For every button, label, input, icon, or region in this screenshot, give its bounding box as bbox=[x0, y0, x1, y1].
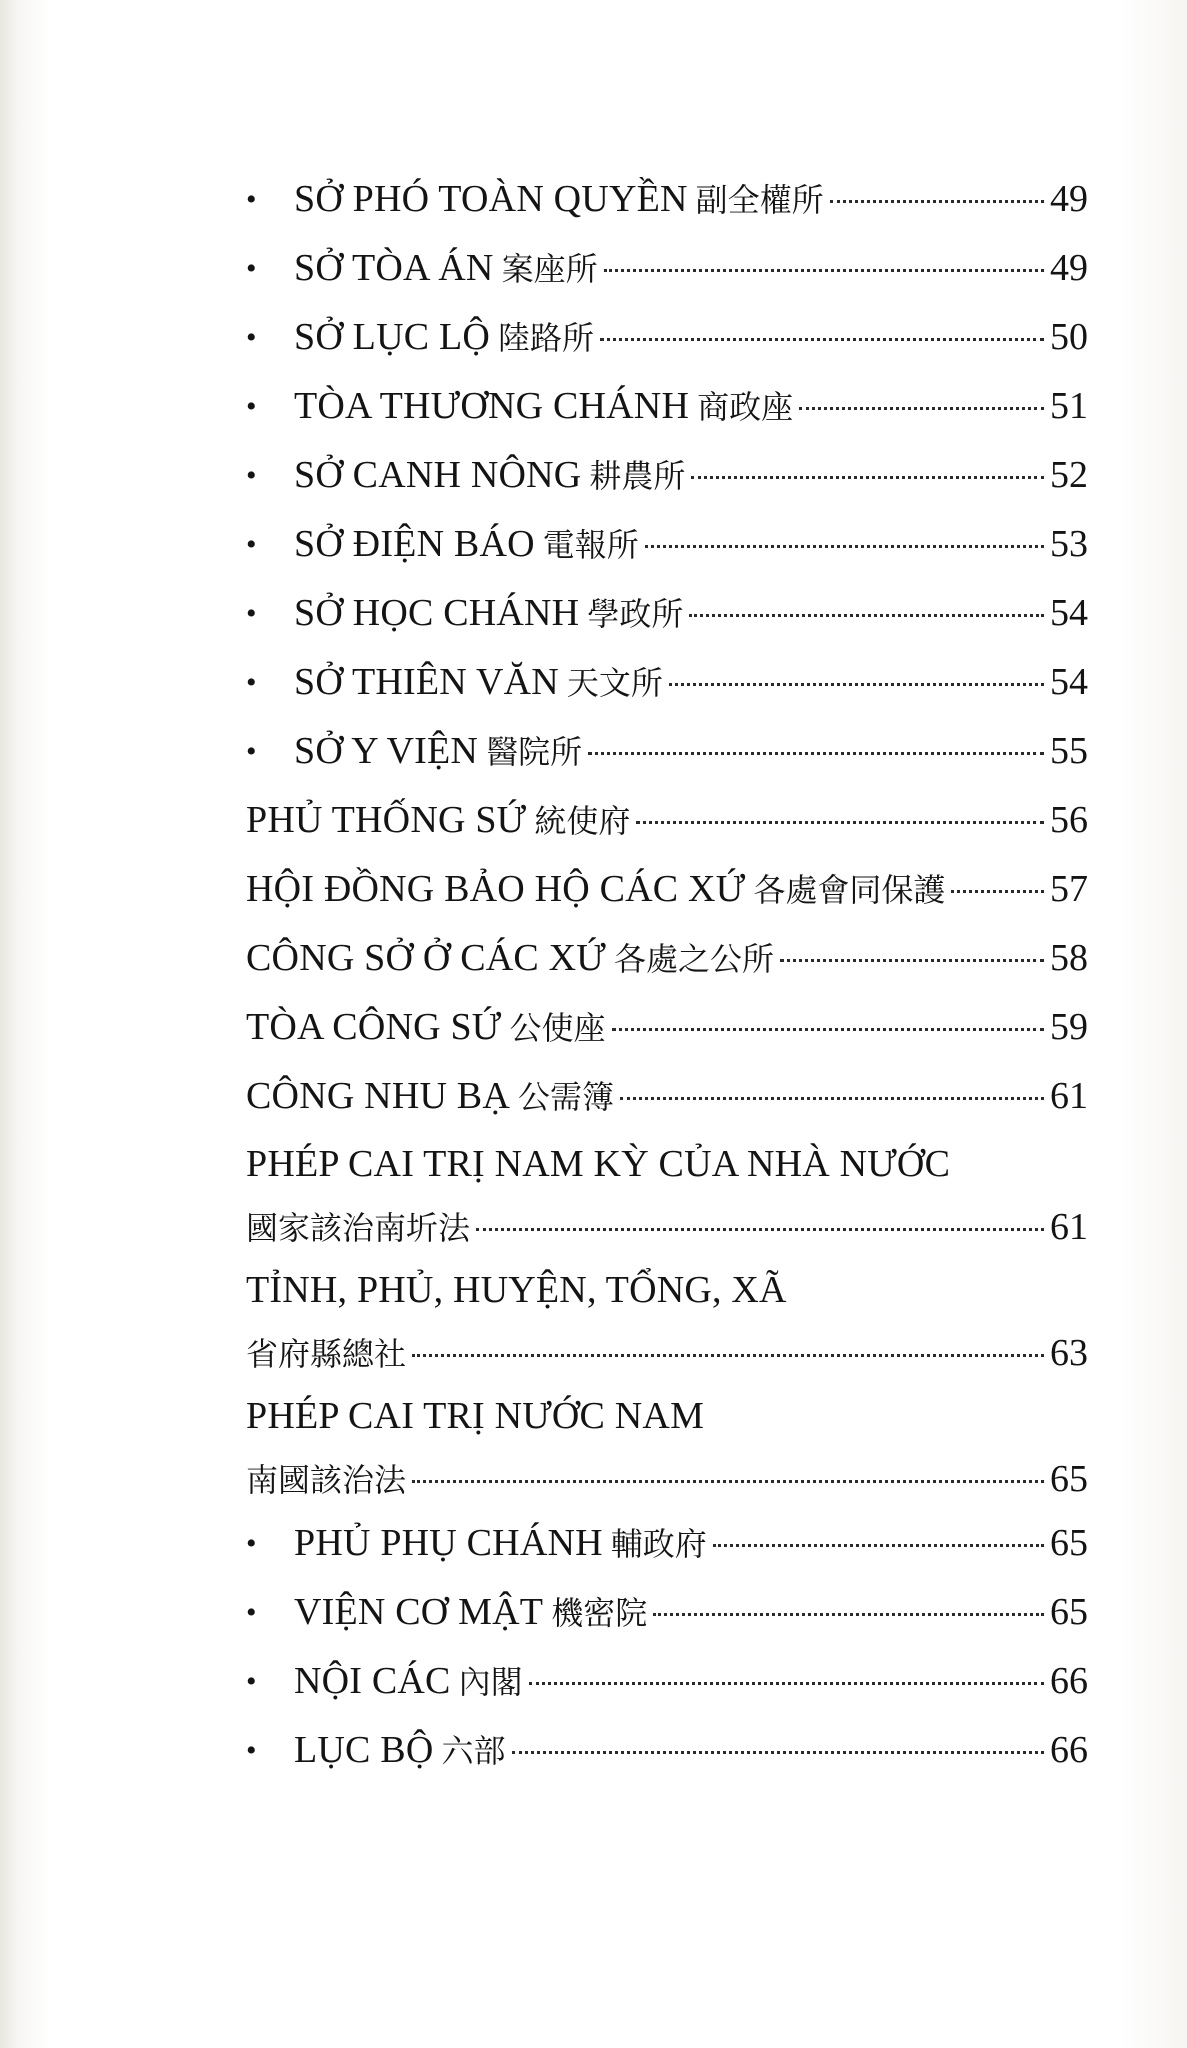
toc-entry bbox=[246, 1062, 1088, 1131]
bullet: • bbox=[246, 597, 257, 630]
entry-cjk: 電報所 bbox=[542, 526, 639, 564]
entry-title: PHỦ THỐNG SỨ bbox=[246, 799, 527, 841]
toc-entry bbox=[246, 372, 1088, 441]
page-number: 61 bbox=[1050, 1075, 1088, 1117]
toc-entry bbox=[246, 510, 1088, 579]
entry-title: LỤC BỘ bbox=[294, 1729, 434, 1771]
dot-leader bbox=[691, 476, 1044, 479]
page-number: 52 bbox=[1050, 454, 1088, 496]
page-number: 54 bbox=[1050, 661, 1088, 703]
dot-leader bbox=[620, 1097, 1044, 1100]
entry-cjk: 機密院 bbox=[551, 1594, 648, 1632]
dot-leader bbox=[951, 890, 1044, 893]
entry-title: SỞ HỌC CHÁNH bbox=[294, 592, 580, 634]
entry-cjk: 天文所 bbox=[566, 664, 663, 702]
toc-entry bbox=[246, 993, 1088, 1062]
toc-entry-continuation bbox=[246, 1449, 1088, 1509]
bullet: • bbox=[246, 1596, 257, 1629]
toc-entry bbox=[246, 579, 1088, 648]
entry-cjk: 國家該治南圻法 bbox=[246, 1209, 471, 1247]
toc-entry-heading bbox=[246, 1383, 1088, 1449]
entry-cjk: 內閣 bbox=[458, 1663, 523, 1701]
page-number: 49 bbox=[1050, 178, 1088, 220]
page-number: 49 bbox=[1050, 247, 1088, 289]
entry-cjk: 六部 bbox=[441, 1732, 506, 1770]
entry-title: HỘI ĐỒNG BẢO HỘ CÁC XỨ bbox=[246, 868, 746, 910]
page-number: 55 bbox=[1050, 730, 1088, 772]
dot-leader bbox=[588, 752, 1044, 755]
page-number: 66 bbox=[1050, 1660, 1088, 1702]
dot-leader bbox=[600, 338, 1044, 341]
bullet: • bbox=[246, 666, 257, 699]
dot-leader bbox=[713, 1544, 1044, 1547]
page-number: 63 bbox=[1050, 1332, 1088, 1374]
entry-title: SỞ THIÊN VĂN bbox=[294, 661, 559, 703]
entry-title: SỞ CANH NÔNG bbox=[294, 454, 582, 496]
bullet: • bbox=[246, 735, 257, 768]
page-number: 66 bbox=[1050, 1729, 1088, 1771]
entry-cjk: 副全權所 bbox=[695, 181, 824, 219]
bullet: • bbox=[246, 1734, 257, 1767]
page-number: 51 bbox=[1050, 385, 1088, 427]
dot-leader bbox=[604, 269, 1044, 272]
toc-entry bbox=[246, 717, 1088, 786]
toc-entry bbox=[246, 648, 1088, 717]
toc-entry bbox=[246, 234, 1088, 303]
bullet: • bbox=[246, 1665, 257, 1698]
toc-entry bbox=[246, 1578, 1088, 1647]
bullet: • bbox=[246, 1527, 257, 1560]
entry-cjk: 陸路所 bbox=[498, 319, 595, 357]
page-number: 65 bbox=[1050, 1591, 1088, 1633]
page-number: 59 bbox=[1050, 1006, 1088, 1048]
toc-entry bbox=[246, 924, 1088, 993]
dot-leader bbox=[476, 1228, 1044, 1231]
bullet: • bbox=[246, 321, 257, 354]
entry-title: PHỦ PHỤ CHÁNH bbox=[294, 1522, 603, 1564]
page-number: 65 bbox=[1050, 1522, 1088, 1564]
entry-title: TÒA THƯƠNG CHÁNH bbox=[294, 385, 690, 427]
entry-title: CÔNG NHU BẠ bbox=[246, 1075, 510, 1117]
toc-entry bbox=[246, 786, 1088, 855]
entry-cjk: 南國該治法 bbox=[246, 1461, 407, 1499]
toc-entry bbox=[246, 1509, 1088, 1578]
toc-entry-continuation bbox=[246, 1323, 1088, 1383]
page-number: 50 bbox=[1050, 316, 1088, 358]
dot-leader bbox=[689, 614, 1044, 617]
entry-cjk: 學政所 bbox=[587, 595, 684, 633]
entry-cjk: 商政座 bbox=[697, 388, 794, 426]
dot-leader bbox=[669, 683, 1044, 686]
page-number: 56 bbox=[1050, 799, 1088, 841]
entry-title: CÔNG SỞ Ở CÁC XỨ bbox=[246, 937, 606, 979]
entry-title: PHÉP CAI TRỊ NAM KỲ CỦA NHÀ NƯỚC bbox=[246, 1143, 951, 1185]
dot-leader bbox=[412, 1480, 1044, 1483]
entry-cjk: 各處會同保護 bbox=[753, 871, 946, 909]
toc-entry-heading bbox=[246, 1257, 1088, 1323]
dot-leader bbox=[645, 545, 1044, 548]
dot-leader bbox=[780, 959, 1044, 962]
entry-title: SỞ LỤC LỘ bbox=[294, 316, 491, 358]
dot-leader bbox=[653, 1613, 1044, 1616]
entry-cjk: 省府縣總社 bbox=[246, 1335, 407, 1373]
toc-entry-heading bbox=[246, 1131, 1088, 1197]
bullet: • bbox=[246, 528, 257, 561]
dot-leader bbox=[636, 821, 1044, 824]
entry-title: SỞ ĐIỆN BÁO bbox=[294, 523, 535, 565]
toc-entry bbox=[246, 855, 1088, 924]
entry-cjk: 統使府 bbox=[534, 802, 631, 840]
entry-title: SỞ Y VIỆN bbox=[294, 730, 479, 772]
bullet: • bbox=[246, 183, 257, 216]
entry-cjk: 公使座 bbox=[509, 1009, 606, 1047]
entry-title: VIỆN CƠ MẬT bbox=[294, 1591, 544, 1633]
dot-leader bbox=[412, 1354, 1044, 1357]
page-number: 53 bbox=[1050, 523, 1088, 565]
dot-leader bbox=[799, 407, 1044, 410]
bullet: • bbox=[246, 459, 257, 492]
entry-title: TÒA CÔNG SỨ bbox=[246, 1006, 502, 1048]
dot-leader bbox=[830, 200, 1044, 203]
page-number: 61 bbox=[1050, 1206, 1088, 1248]
entry-cjk: 公需簿 bbox=[518, 1078, 615, 1116]
dot-leader bbox=[612, 1028, 1044, 1031]
entry-cjk: 醫院所 bbox=[486, 733, 583, 771]
entry-cjk: 案座所 bbox=[501, 250, 598, 288]
table-of-contents bbox=[246, 165, 1088, 1785]
entry-title: NỘI CÁC bbox=[294, 1660, 451, 1702]
bullet: • bbox=[246, 252, 257, 285]
toc-entry bbox=[246, 441, 1088, 510]
toc-entry bbox=[246, 165, 1088, 234]
toc-entry bbox=[246, 303, 1088, 372]
page-number: 57 bbox=[1050, 868, 1088, 910]
entry-cjk: 各處之公所 bbox=[613, 940, 774, 978]
bullet: • bbox=[246, 390, 257, 423]
toc-entry bbox=[246, 1716, 1088, 1785]
entry-title: SỞ PHÓ TOÀN QUYỀN bbox=[294, 178, 688, 220]
entry-cjk: 輔政府 bbox=[610, 1525, 707, 1563]
page-number: 54 bbox=[1050, 592, 1088, 634]
toc-entry bbox=[246, 1647, 1088, 1716]
page-number: 58 bbox=[1050, 937, 1088, 979]
entry-title: PHÉP CAI TRỊ NƯỚC NAM bbox=[246, 1395, 705, 1437]
dot-leader bbox=[512, 1751, 1044, 1754]
dot-leader bbox=[529, 1682, 1044, 1685]
entry-cjk: 耕農所 bbox=[589, 457, 686, 495]
page-number: 65 bbox=[1050, 1458, 1088, 1500]
entry-title: SỞ TÒA ÁN bbox=[294, 247, 494, 289]
entry-title: TỈNH, PHỦ, HUYỆN, TỔNG, XÃ bbox=[246, 1269, 787, 1311]
toc-entry-continuation bbox=[246, 1197, 1088, 1257]
